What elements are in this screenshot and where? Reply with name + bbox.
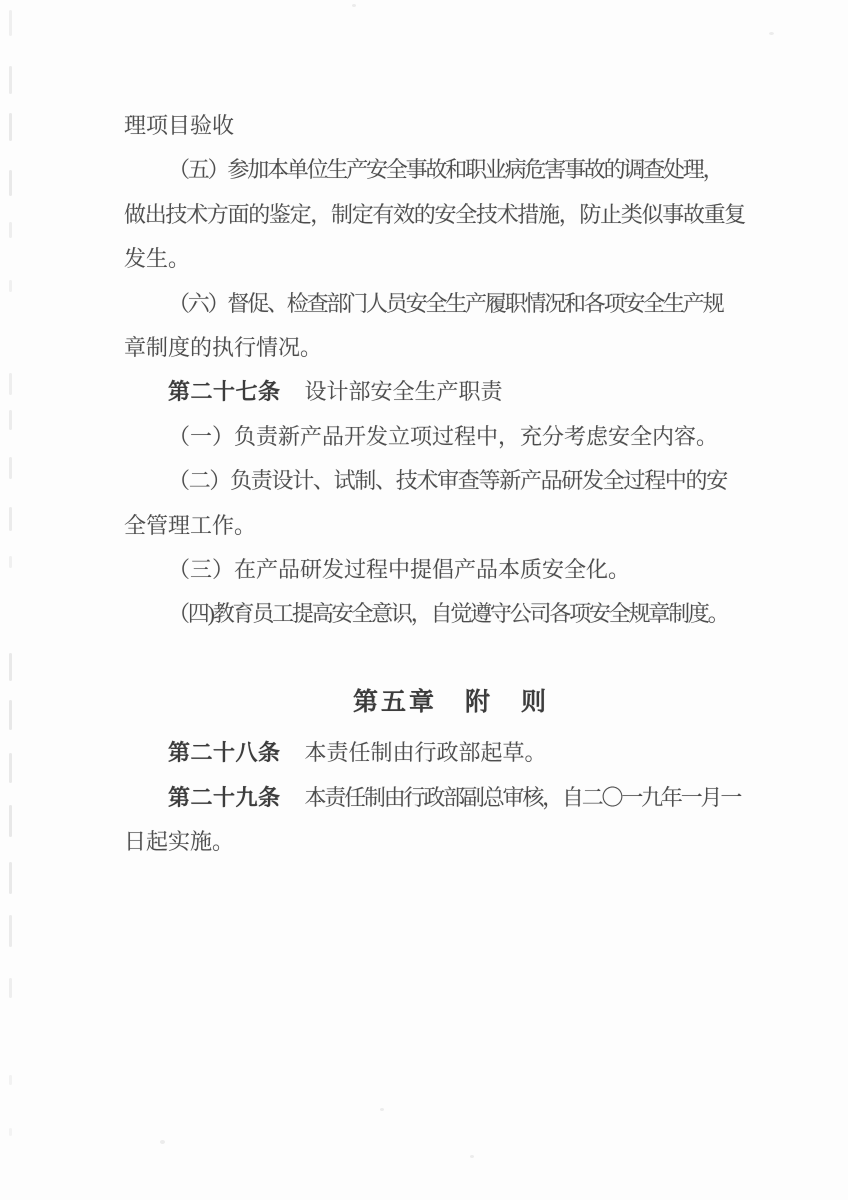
scan-speck — [380, 1108, 384, 1111]
line-item-6-cont: 章制度的执行情况。 — [124, 335, 323, 361]
line-carryover: 理项目验收 — [124, 113, 235, 138]
line-item-5: （五）参加本单位生产安全事故和职业病危害事故的调查处理， — [168, 157, 723, 183]
line-item-5-end: 发生。 — [124, 246, 191, 272]
scan-artifact — [9, 1075, 12, 1085]
scan-speck — [470, 1155, 474, 1158]
line-article-27 — [124, 370, 728, 414]
scan-artifact — [9, 978, 12, 998]
scan-artifact — [9, 457, 12, 479]
scan-artifact — [9, 66, 12, 94]
scan-artifact — [9, 653, 12, 681]
line-article-29-lead: 第二十九条 — [168, 784, 281, 810]
scan-artifact — [9, 1128, 12, 1136]
line-item-5-cont: 做出技术方面的鉴定，制定有效的安全技术措施，防止类似事故重复 — [124, 201, 746, 227]
line-subitem-4: （四)教育员工提高安全意识，自觉遵守公司各项安全规章制度。 — [168, 601, 728, 627]
scan-artifact — [9, 556, 12, 568]
scan-speck — [160, 1140, 165, 1144]
scan-artifact — [9, 113, 12, 141]
scan-artifact — [9, 700, 12, 730]
scan-artifact — [9, 507, 12, 531]
scan-artifact — [9, 753, 12, 783]
line-article-27-lead: 第二十七条 — [168, 379, 281, 405]
line-article-28-lead: 第二十八条 — [168, 740, 281, 766]
scan-artifact — [9, 222, 12, 238]
line-article-28-text: 本责任制由行政部起草。 — [304, 740, 547, 766]
scan-artifact — [9, 410, 12, 430]
document-body — [124, 104, 746, 865]
line-subitem-2: （二）负责设计、试制、技术审查等新产品研发全过程中的安 — [168, 468, 727, 494]
chapter-heading: 第五章 附 则 — [352, 688, 549, 716]
line-article-28 — [124, 731, 728, 775]
scan-speck — [352, 4, 356, 7]
line-subitem-1: （一）负责新产品开发立项过程中，充分考虑安全内容。 — [168, 423, 719, 449]
scan-artifact — [9, 805, 12, 837]
scan-artifact — [9, 280, 12, 292]
line-article-29-text: 本责任制由行政部副总审核，自二〇一九年一月一 — [304, 784, 741, 810]
scan-speck — [769, 32, 774, 35]
scan-artifact — [9, 170, 12, 196]
scan-artifact — [9, 373, 12, 395]
line-article-29 — [124, 776, 741, 820]
line-article-29-cont: 日起实施。 — [124, 829, 235, 855]
line-subitem-3: （三）在产品研发过程中提倡产品本质安全化。 — [168, 557, 631, 583]
line-item-6: （六）督促、检查部门人员安全生产履职情况和各项安全生产规 — [168, 290, 723, 316]
scan-artifact — [9, 862, 12, 894]
line-article-27-text: 设计部安全生产职责 — [304, 379, 503, 405]
line-subitem-2-cont: 全管理工作。 — [124, 512, 257, 538]
scan-artifact — [9, 10, 12, 36]
scan-artifact — [9, 915, 12, 947]
